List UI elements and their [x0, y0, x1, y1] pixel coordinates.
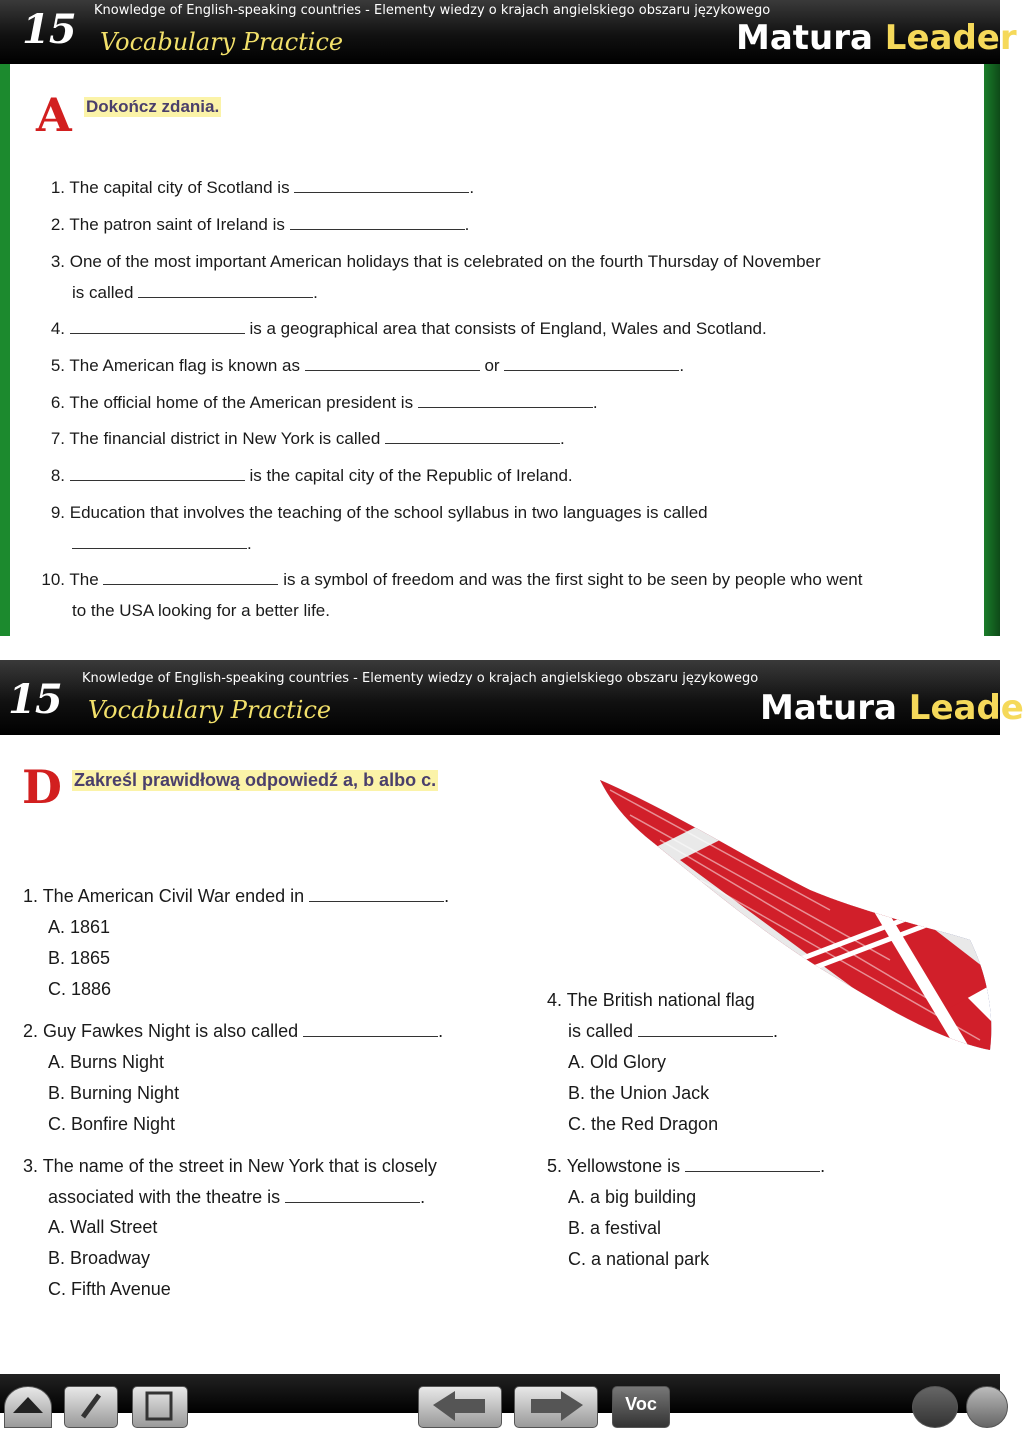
answer-blank[interactable]: [685, 1157, 820, 1172]
option-1c[interactable]: C. 1886: [48, 979, 112, 999]
option-5c[interactable]: C. a national park: [568, 1249, 710, 1269]
exercise-d-question-4: 4. The British national flag: [546, 990, 755, 1010]
answer-blank[interactable]: [305, 356, 480, 371]
book-button[interactable]: [132, 1386, 188, 1428]
exercise-d-question-5: 5. Yellowstone is .: [546, 1156, 826, 1176]
bottom-toolbar: [0, 1374, 1000, 1413]
exercise-d-question-3-line-2: associated with the theatre is .: [48, 1187, 426, 1207]
forward-button[interactable]: [514, 1386, 598, 1428]
answer-blank[interactable]: [385, 429, 560, 444]
pencil-button[interactable]: [64, 1386, 118, 1428]
exercise-d-question-1: 1. The American Civil War ended in .: [22, 886, 450, 906]
second-banner: [0, 660, 1024, 735]
section-title: Vocabulary Practice: [100, 28, 344, 56]
option-4c[interactable]: C. the Red Dragon: [568, 1114, 719, 1134]
answer-blank[interactable]: [70, 466, 245, 481]
option-3c[interactable]: C. Fifth Avenue: [48, 1279, 171, 1299]
exercise-a-item-9-line-2: .: [72, 534, 252, 554]
brand-logo: [736, 18, 1017, 58]
answer-blank[interactable]: [290, 215, 465, 230]
exercise-a-item-6: 6. The official home of the American president is .: [50, 393, 598, 412]
exercise-a-item-2: 2. The patron saint of Ireland is .: [50, 215, 470, 234]
exercise-a-item-7: 7. The financial district in New York is called .: [50, 429, 565, 448]
exercise-a-item-8: 8. is the capital city of the Republic of Ireland.: [50, 466, 573, 485]
exercise-a-item-1: 1. The capital city of Scotland is .: [50, 178, 475, 197]
arrow-right-icon: [515, 1387, 597, 1427]
exercise-a-item-10: 10. The is a symbol of freedom and was the first sight to be seen by people who went: [41, 570, 863, 589]
exercise-a-item-5: 5. The American flag is known as or .: [50, 356, 685, 375]
option-3a[interactable]: A. Wall Street: [48, 1217, 158, 1237]
page-gap: [0, 636, 1000, 660]
home-icon: [5, 1387, 51, 1427]
section-title-2: Vocabulary Practice: [88, 696, 332, 724]
round-button-2[interactable]: [966, 1386, 1008, 1428]
green-side-bar-right: [984, 64, 1000, 636]
exercise-a-item-10-line-2: to the USA looking for a better life.: [72, 601, 330, 620]
union-jack-wing-image: [590, 770, 1000, 1060]
exercise-a-item-4: 4. is a geographical area that consists of England, Wales and Scotland.: [50, 319, 767, 338]
arrow-left-icon: [419, 1387, 501, 1427]
top-banner: [0, 0, 1017, 64]
option-1a[interactable]: A. 1861: [48, 917, 111, 937]
exercise-a-item-3-line-2: is called .: [72, 283, 318, 302]
exercise-d-instruction: Zakreśl prawidłową odpowiedź a, b albo c.: [74, 770, 437, 790]
unit-number: 15: [22, 6, 76, 53]
option-2a[interactable]: A. Burns Night: [48, 1052, 165, 1072]
answer-blank[interactable]: [638, 1022, 773, 1037]
brand-part1: Matura: [736, 18, 873, 58]
exercise-a-instruction: Dokończ zdania.: [86, 97, 220, 116]
answer-blank[interactable]: [103, 570, 278, 585]
book-icon: [133, 1387, 187, 1427]
answer-blank[interactable]: [418, 393, 593, 408]
option-4b[interactable]: B. the Union Jack: [568, 1083, 710, 1103]
brand-part1-2: Matura: [760, 688, 897, 728]
answer-blank[interactable]: [285, 1188, 420, 1203]
back-button[interactable]: [418, 1386, 502, 1428]
answer-blank[interactable]: [294, 178, 469, 193]
brand-part2: Leader: [884, 18, 1017, 58]
home-button[interactable]: [4, 1386, 52, 1428]
brand-part2-2: Leade: [908, 688, 1024, 728]
exercise-a-item-3: 3. One of the most important American holidays that is celebrated on the fourth Thursday of November: [50, 252, 821, 271]
exercise-d-question-2: 2. Guy Fawkes Night is also called .: [22, 1021, 444, 1041]
answer-blank[interactable]: [309, 887, 444, 902]
banner-subtitle-2: Knowledge of English-speaking countries - Elementy wiedzy o krajach angielskiego obszaru językowego: [82, 671, 759, 686]
answer-blank[interactable]: [138, 283, 313, 298]
exercise-d-question-4-line-2: is called .: [568, 1021, 779, 1041]
pencil-icon: [65, 1387, 117, 1427]
round-button[interactable]: [912, 1386, 958, 1428]
exercise-d-letter: D: [22, 760, 62, 814]
answer-blank[interactable]: [70, 319, 245, 334]
exercise-a-letter: A: [36, 88, 72, 142]
answer-blank[interactable]: [303, 1022, 438, 1037]
option-5b[interactable]: B. a festival: [568, 1218, 662, 1238]
option-2c[interactable]: C. Bonfire Night: [48, 1114, 176, 1134]
green-side-bar-left: [0, 64, 10, 636]
banner-subtitle: Knowledge of English-speaking countries - Elementy wiedzy o krajach angielskiego obszaru językowego: [94, 3, 771, 18]
option-3b[interactable]: B. Broadway: [48, 1248, 151, 1268]
unit-number-2: 15: [8, 676, 62, 723]
exercise-a-item-9: 9. Education that involves the teaching of the school syllabus in two languages is called: [50, 503, 708, 522]
answer-blank[interactable]: [72, 534, 247, 549]
option-5a[interactable]: A. a big building: [568, 1187, 697, 1207]
exercise-d-question-3: 3. The name of the street in New York that is closely: [22, 1156, 437, 1176]
option-2b[interactable]: B. Burning Night: [48, 1083, 180, 1103]
option-4a[interactable]: A. Old Glory: [568, 1052, 667, 1072]
brand-logo-2: [760, 688, 1024, 728]
option-1b[interactable]: B. 1865: [48, 948, 111, 968]
answer-blank[interactable]: [504, 356, 679, 371]
voc-button[interactable]: Voc: [612, 1386, 670, 1428]
